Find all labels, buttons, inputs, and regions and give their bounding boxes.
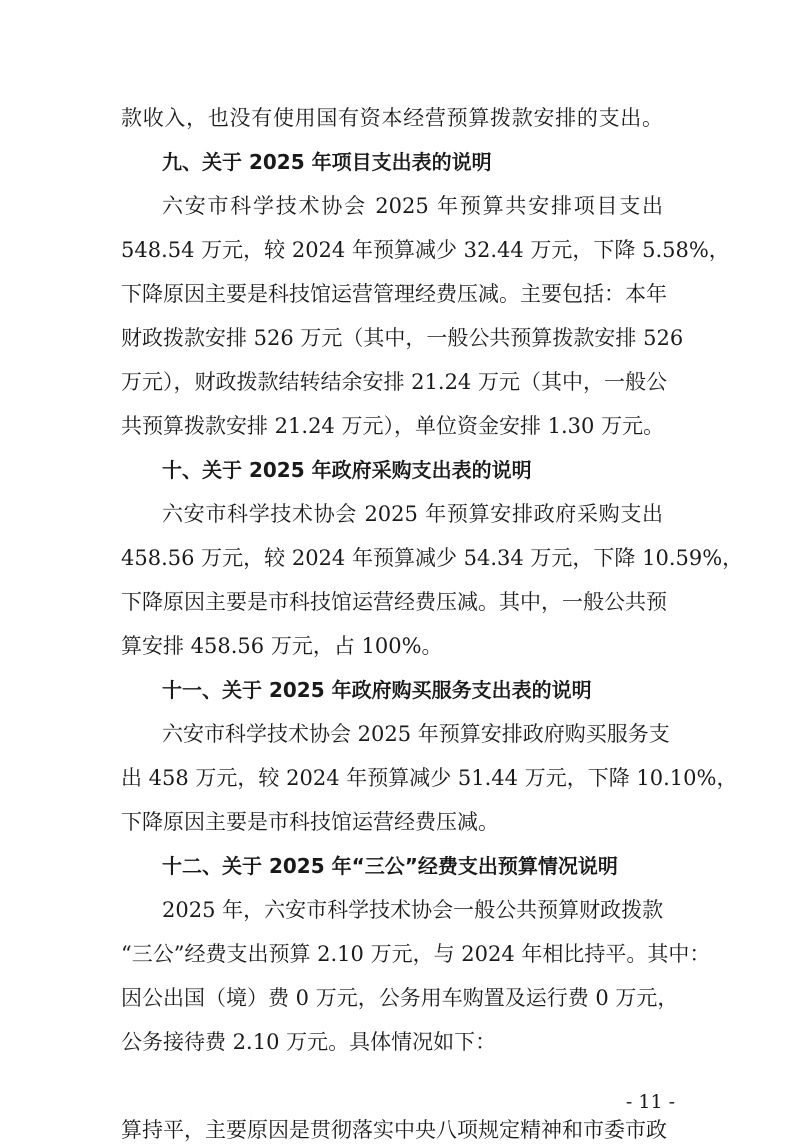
paragraph-line: 下降原因主要是市科技馆运营经费压减。	[121, 810, 499, 834]
paragraph-line: 因公出国（境）费 0 万元，公务用车购置及运行费 0 万元，	[121, 986, 679, 1010]
paragraph-line: 2025 年，六安市科学技术协会一般公共预算财政拨款	[162, 898, 664, 922]
paragraph-line: 公务接待费 2.10 万元。具体情况如下：	[121, 1030, 497, 1054]
paragraph-line: 六安市科学技术协会 2025 年预算共安排项目支出	[162, 194, 663, 218]
paragraph-line: 款收入，也没有使用国有资本经营预算拨款安排的支出。	[121, 106, 663, 130]
paragraph-line: 下降原因主要是市科技馆运营经费压减。其中，一般公共预	[121, 590, 667, 614]
section-heading-10: 十、关于 2025 年政府采购支出表的说明	[162, 458, 532, 482]
paragraph-line: “三公”经费支出预算 2.10 万元，与 2024 年相比持平。其中：	[121, 942, 711, 966]
paragraph-line: 共预算拨款安排 21.24 万元），单位资金安排 1.30 万元。	[121, 414, 665, 438]
paragraph-line: 548.54 万元，较 2024 年预算减少 32.44 万元，下降 5.58%，	[121, 238, 730, 262]
section-heading-11: 十一、关于 2025 年政府购买服务支出表的说明	[162, 678, 592, 702]
paragraph-line: 六安市科学技术协会 2025 年预算安排政府采购支出	[162, 502, 663, 526]
paragraph-line: 财政拨款安排 526 万元（其中，一般公共预算拨款安排 526	[121, 326, 684, 350]
paragraph-line: 出 458 万元，较 2024 年预算减少 51.44 万元，下降 10.10%，	[121, 766, 738, 790]
paragraph-line: 万元），财政拨款结转结余安排 21.24 万元（其中，一般公	[121, 370, 667, 394]
paragraph-line: 458.56 万元，较 2024 年预算减少 54.34 万元，下降 10.59%，	[121, 546, 744, 570]
section-heading-12: 十二、关于 2025 年“三公”经费支出预算情况说明	[162, 854, 618, 878]
paragraph-line: 六安市科学技术协会 2025 年预算安排政府购买服务支	[162, 722, 670, 746]
paragraph-line: 算持平，主要原因是贯彻落实中央八项规定精神和市委市政	[121, 1118, 667, 1142]
paragraph-line: 算安排 458.56 万元，占 100%。	[121, 634, 443, 658]
page-number: - 11 -	[625, 1091, 675, 1113]
paragraph-line: 下降原因主要是科技馆运营管理经费压减。主要包括：本年	[121, 282, 667, 306]
section-heading-9: 九、关于 2025 年项目支出表的说明	[162, 150, 492, 174]
